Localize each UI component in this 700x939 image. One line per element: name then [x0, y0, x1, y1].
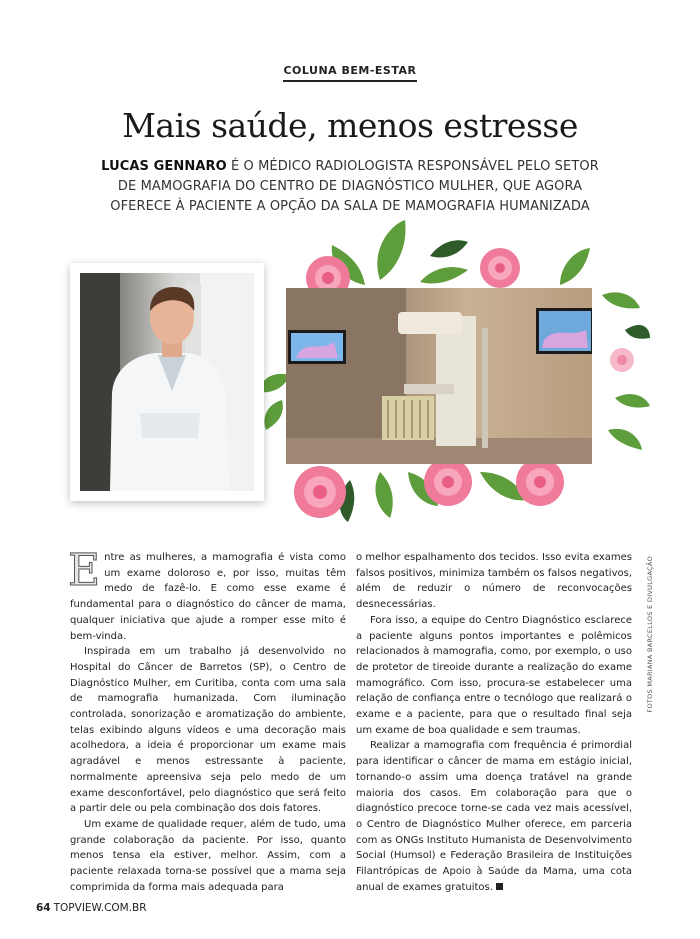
article-column-left	[68, 545, 346, 895]
doctor-photo-frame	[70, 263, 264, 501]
lead-text: É O MÉDICO RADIOLOGISTA RESPONSÁVEL PELO SETOR DE MAMOGRAFIA DO CENTRO DE DIAGNÓSTICO MULHER, QUE AGORA OFERECE À PACIENTE A OPÇÃO DA SALA DE MAMOGRAFIA HUMANIZADA	[110, 159, 599, 214]
page-number: 64	[36, 902, 51, 914]
page-footer	[36, 902, 147, 914]
site-url[interactable]: TOPVIEW.COM.BR	[53, 902, 147, 914]
article-column-right	[356, 550, 632, 895]
leaf-icon	[615, 394, 650, 407]
article-paragraph: Entre as mulheres, a mamografia é vista como um exame doloroso e, por isso, muitas têm medo de fazê-lo. E como esse exame é fundamental para o diagnóstico do câncer de mama, qualquer iniciativa que ajude a romper esse mito é bem-vinda.	[68, 545, 346, 642]
leaf-icon	[264, 400, 282, 430]
section-label: COLUNA BEM-ESTAR	[283, 64, 416, 82]
section-tag	[0, 64, 700, 82]
page-title: Mais saúde, menos estresse	[122, 106, 578, 145]
mammography-room-photo	[286, 288, 592, 464]
lead-paragraph	[90, 157, 610, 217]
leaf-icon	[375, 472, 392, 518]
leaf-icon	[420, 267, 468, 283]
photo-credit: FOTOS MARIANA BARCELLOS E DIVULGAÇÃO	[646, 556, 654, 713]
end-mark-icon	[496, 883, 503, 890]
doctor-photo	[80, 273, 254, 491]
article-paragraph: Um exame de qualidade requer, além de tudo, uma grande colaboração da paciente. Por isso, quanto menos tensa ela estiver, melhor. Assim, com a paciente relaxada torna-se possível que a mama seja comprimida da forma mais adequada para	[70, 818, 346, 893]
leaf-icon	[625, 325, 650, 339]
article-paragraph: Inspirada em um trabalho já desenvolvido no Hospital do Câncer de Barretos (SP), o Centro de Diagnóstico Mulher, em Curitiba, conta com uma sala de mamografia humanizada. Com iluminação controlada, sonorização e aromatização do ambiente, telas exibindo alguns vídeos e uma decoração mais acolhedora, a ideia é proporcionar um exame mais agradável e menos estressante à paciente, normalmente apreensiva seja pelo medo de um exame desconfortável, pelo diagnóstico que será feito a partir dele ou pela combinação dos dois fatores.	[70, 646, 346, 815]
leaf-icon	[377, 220, 405, 280]
leaf-icon	[602, 292, 640, 308]
leaf-icon	[430, 240, 468, 257]
article-paragraph: o melhor espalhamento dos tecidos. Isso evita exames falsos positivos, minimiza também os falsos negativos, além de reduzir o número de reconvocações desnecessárias.	[356, 552, 632, 611]
article-paragraph: Realizar a mamografia com frequência é primordial para identificar o câncer de mama em estágio inicial, tornando-o assim uma doença tratável na grande maioria dos casos. Em colaboração para que o diagnóstico precoce torne-se cada vez mais acessível, o Centro de Diagnóstico Mulher oferece, em parceria com as ONGs Instituto Humanista de Desenvolvimento Social (Humsol) e Federação Brasileira de Instituições Filantrópicas de Apoio à Saúde da Mama, uma cota anual de exames gratuitos.	[356, 740, 632, 893]
leaf-icon	[560, 248, 590, 285]
lead-name: LUCAS GENNARO	[101, 159, 227, 174]
article-paragraph: Fora isso, a equipe do Centro Diagnóstico esclarece a paciente alguns pontos importantes e polêmicos relacionados à mamografia, como, por exemplo, o uso de protetor de tireoide durante a realização do exame mamográfico. Com isso, procura-se estabelecer uma relação de confiança entre o tecnólogo que realizará o exame e a paciente, para que o resultado final seja um exame de boa qualidade e sem traumas.	[356, 614, 632, 736]
drop-cap: E	[68, 545, 101, 596]
leaf-icon	[608, 429, 642, 450]
